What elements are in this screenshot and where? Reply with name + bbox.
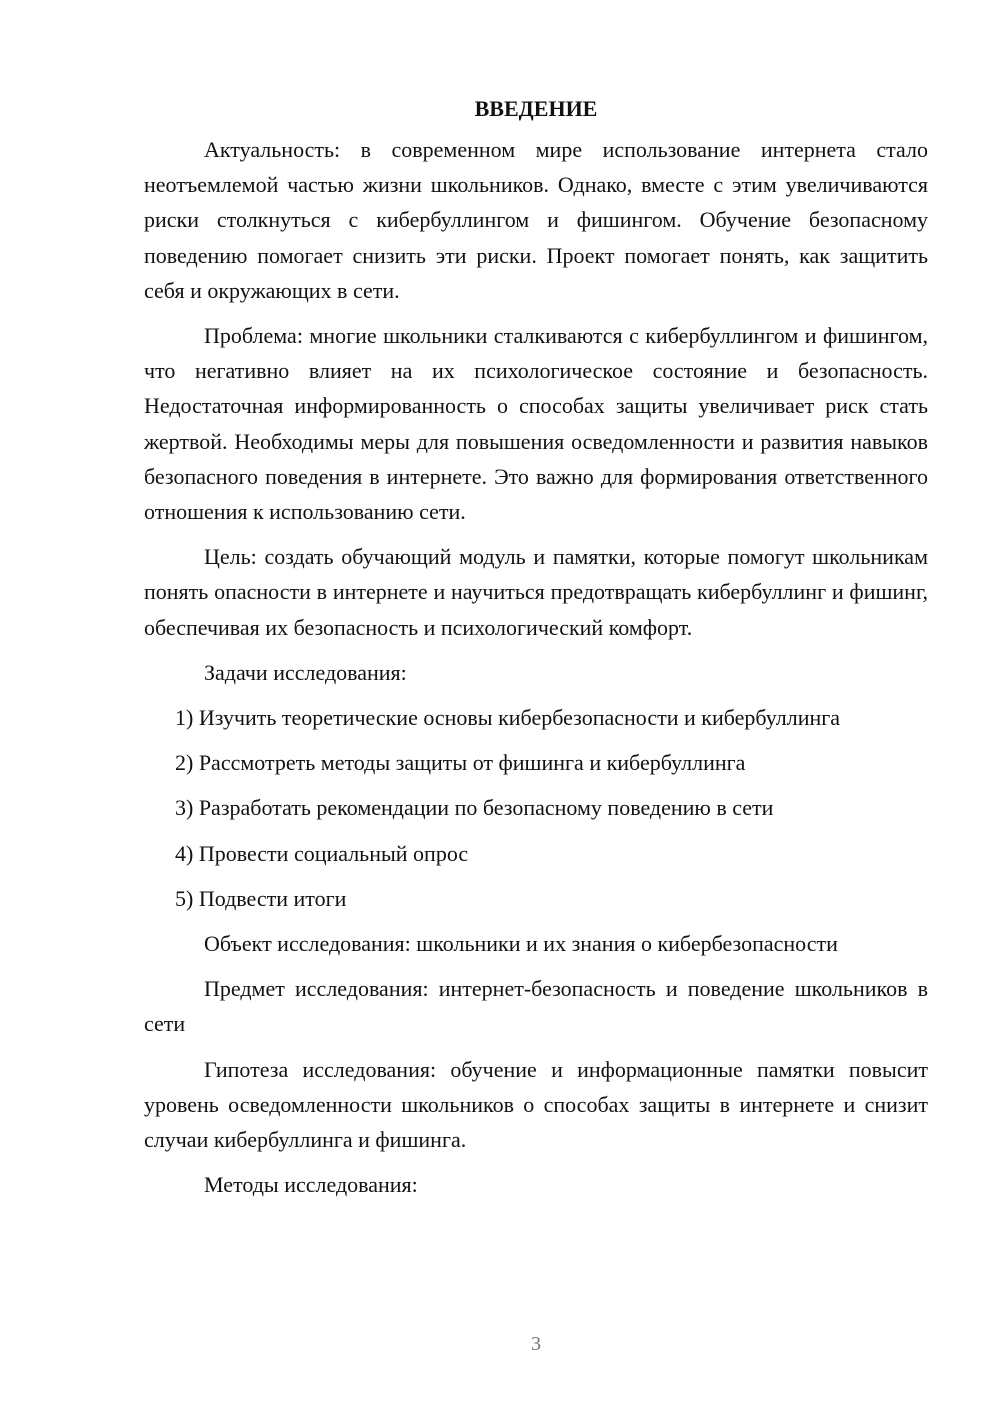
paragraph-hypothesis: Гипотеза исследования: обучение и информационные памятки повысит уровень осведомленности школьников о способах защиты в интернете и снизит случаи кибербуллинга и фишинга. — [144, 1056, 928, 1153]
list-item: 5) Подвести итоги — [175, 885, 347, 911]
document-page — [144, 92, 928, 1202]
methods-title: Методы исследования: — [204, 1172, 418, 1198]
list-item: 4) Провести социальный опрос — [175, 840, 469, 866]
tasks-title: Задачи исследования: — [204, 659, 407, 685]
section-heading: ВВЕДЕНИЕ — [474, 96, 598, 121]
paragraph-subject: Предмет исследования: интернет-безопасность и поведение школьников в сети — [144, 976, 928, 1037]
paragraph-problem: Проблема: многие школьники сталкиваются с кибербуллингом и фишингом, что негативно влияет на их психологическое состояние и безопасность. Недостаточная информированность о способах защиты увеличивает риск стать жертвой. Необходимы меры для повышения осведомленности и развития навыков безопасного поведения в интернете. Это важно для формирования ответственного отношения к использованию сети. — [144, 323, 928, 525]
paragraph-object: Объект исследования: школьники и их знания о кибербезопасности — [204, 931, 838, 957]
paragraph-relevance: Актуальность: в современном мире использование интернета стало неотъемлемой частью жизни школьников. Однако, вместе с этим увеличиваются риски столкнуться с кибербуллингом и фишингом. Обучение безопасному поведению помогает снизить эти риски. Проект помогает понять, как защитить себя и окружающих в сети. — [144, 137, 928, 303]
list-item: 1) Изучить теоретические основы кибербезопасности и кибербуллинга — [175, 705, 841, 731]
list-item: 2) Рассмотреть методы защиты от фишинга и кибербуллинга — [175, 750, 746, 776]
page-number: 3 — [531, 1333, 541, 1355]
list-item: 3) Разработать рекомендации по безопасному поведению в сети — [175, 795, 774, 821]
paragraph-goal: Цель: создать обучающий модуль и памятки, которые помогут школьникам понять опасности в интернете и научиться предотвращать кибербуллинг и фишинг, обеспечивая их безопасность и психологический комфорт. — [144, 544, 928, 640]
